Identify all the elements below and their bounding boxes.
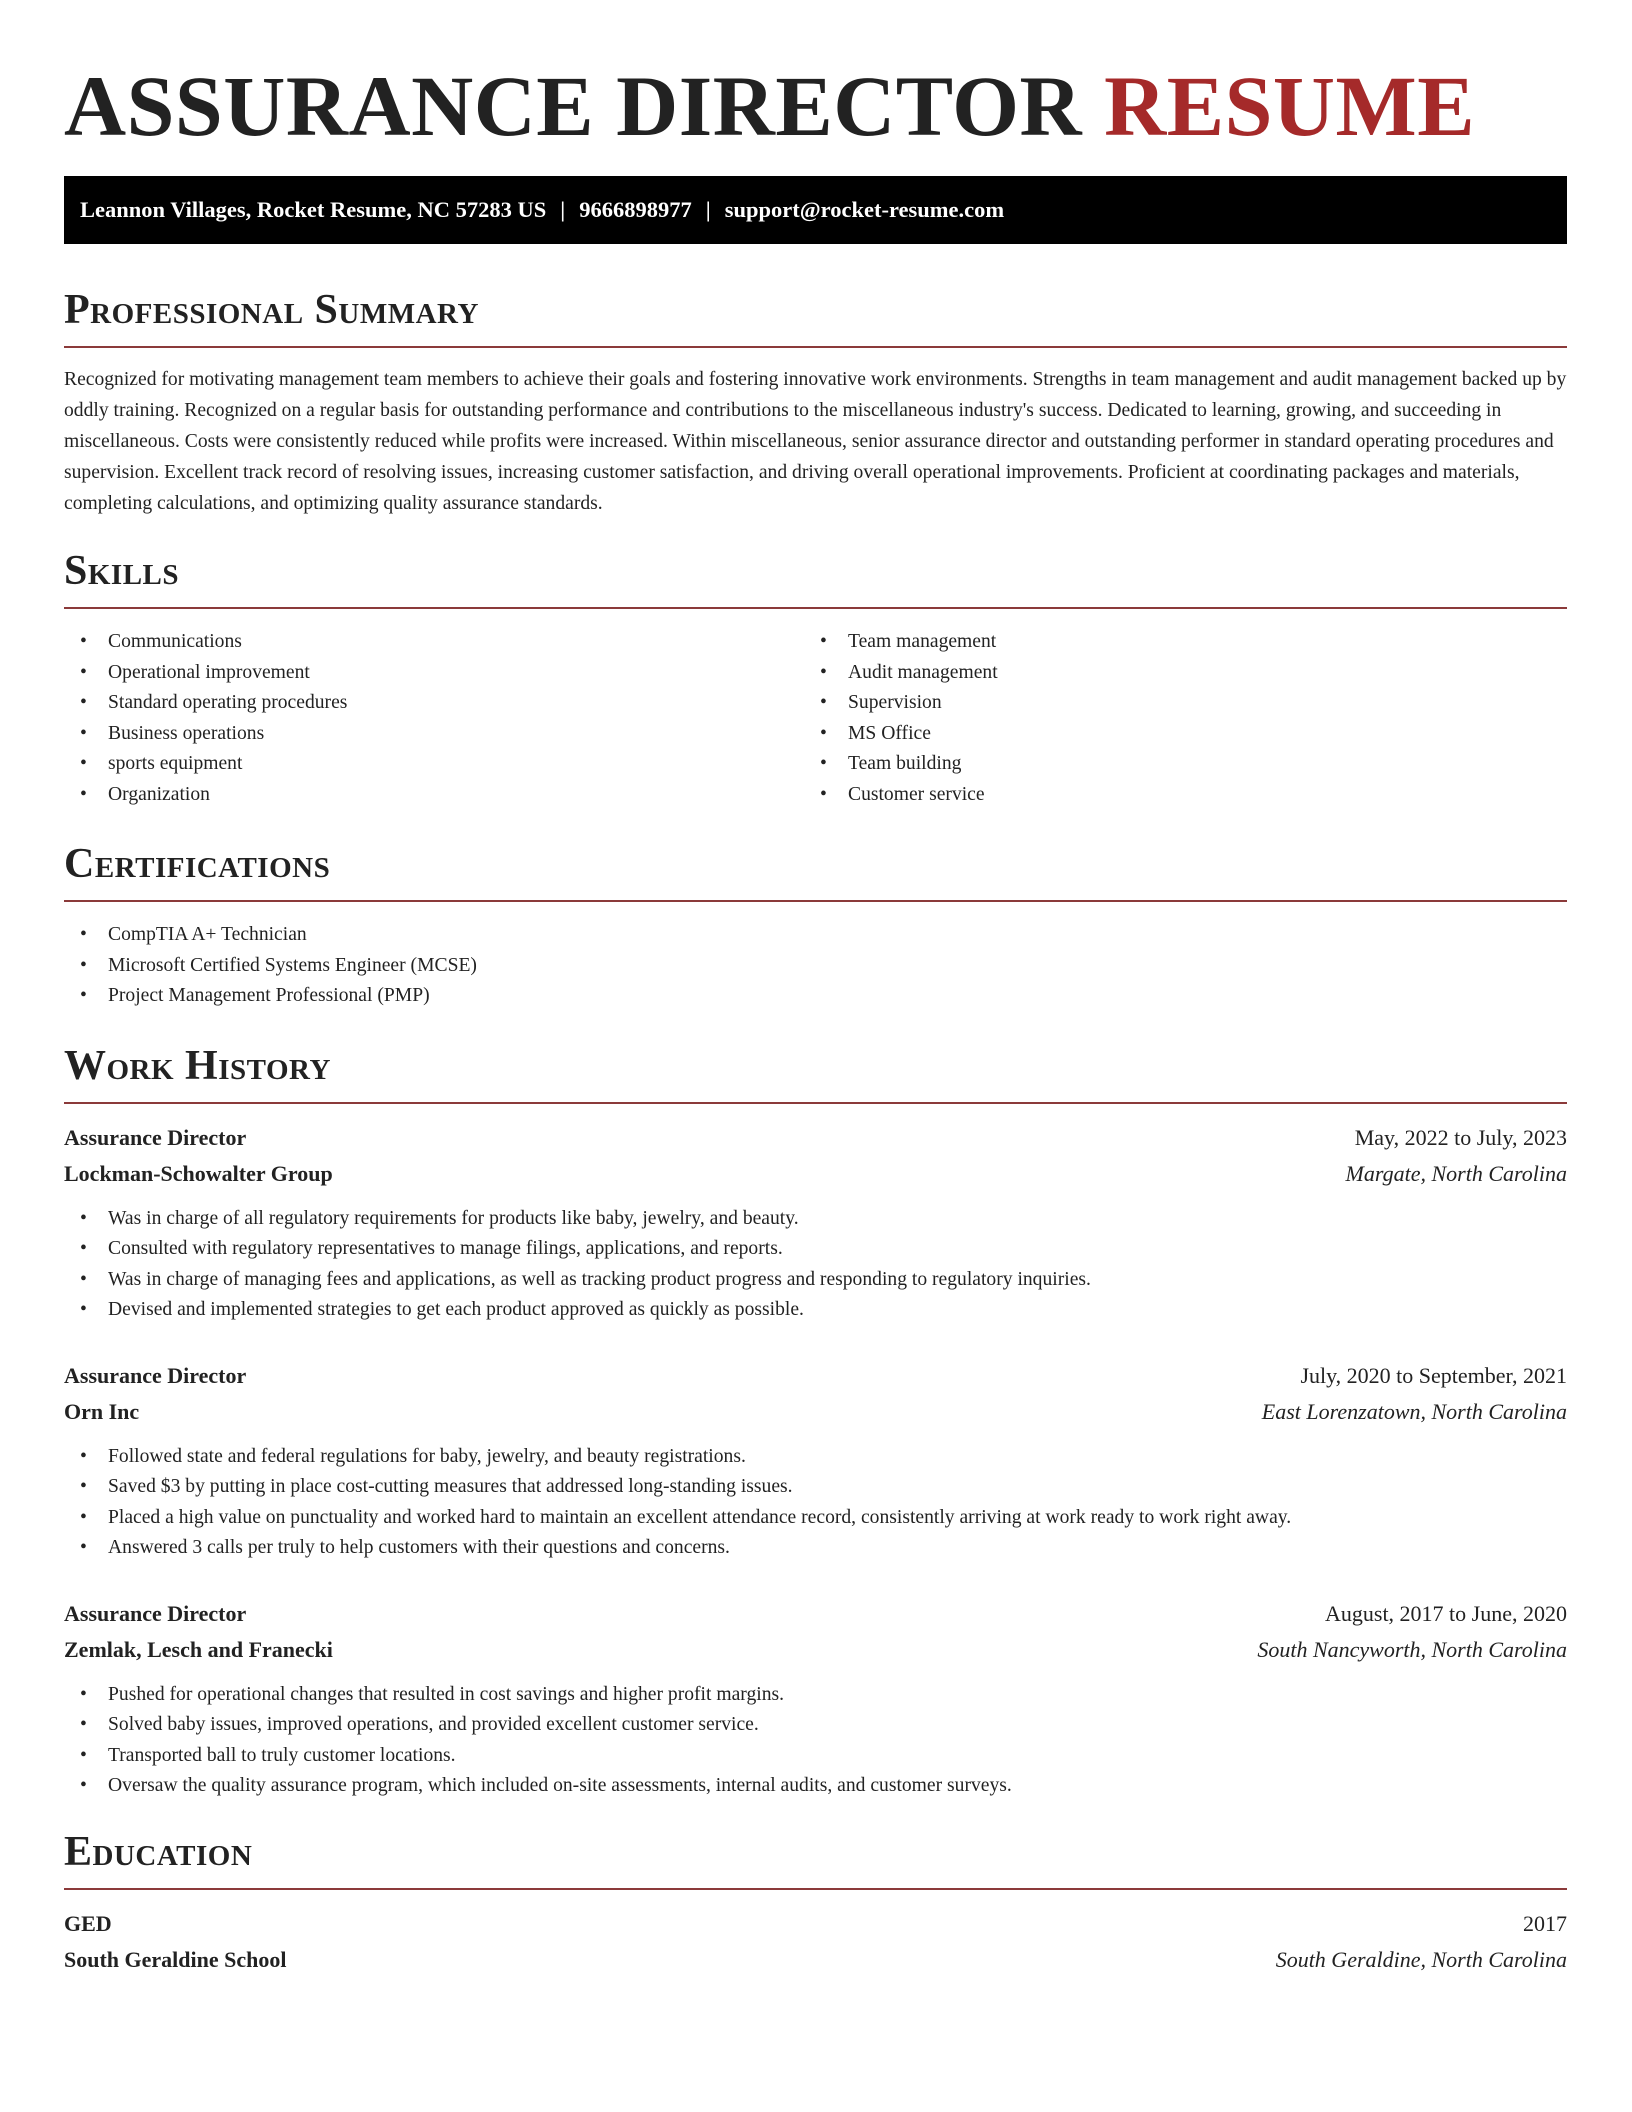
job-company-row [64,1394,1567,1430]
job-title: Assurance Director [64,1362,247,1388]
section-divider [64,1102,1567,1104]
job-entry [64,1358,1567,1564]
contact-separator: | [560,197,566,222]
certification-item: • CompTIA A+ Technician [64,920,1567,951]
section-title-skills: Skills [64,548,180,594]
job-bullet: • Transported ball to truly customer locations. [64,1741,1567,1772]
job-company: Lockman-Schowalter Group [64,1160,333,1186]
skill-item: • Organization [64,780,804,811]
education-school: South Geraldine School [64,1946,287,1972]
section-divider [64,900,1567,902]
job-company: Zemlak, Lesch and Franecki [64,1636,333,1662]
job-bullet: • Saved $3 by putting in place cost-cutting measures that addressed long-standing issues. [64,1472,1567,1503]
certifications-list [64,920,1567,1012]
skills-section [64,545,1567,810]
education-degree: GED [64,1910,112,1936]
job-bullets [64,1680,1567,1802]
skill-item: • MS Office [804,719,1544,750]
section-divider [64,607,1567,609]
job-company-row [64,1632,1567,1668]
job-bullet: • Was in charge of managing fees and applications, as well as tracking product progress and responding to regulatory inquiries. [64,1265,1567,1296]
job-location: East Lorenzatown, North Carolina [1261,1398,1567,1424]
education-year: 2017 [1523,1910,1567,1936]
summary-text: Recognized for motivating management team members to achieve their goals and fostering innovative work environments. Strengths in team management and audit management backed up by oddly training. Recognized on a regular basis for outstanding performance and contributions to the miscellaneous industry's success. Dedicated to learning, growing, and succeeding in miscellaneous. Costs were consistently reduced while profits were increased. Within miscellaneous, senior assurance director and outstanding performer in standard operating procedures and supervision. Excellent track record of resolving issues, increasing customer satisfaction, and driving overall operational improvements. Proficient at coordinating packages and materials, completing calculations, and optimizing quality assurance standards. [64,369,1567,514]
education-school-row [64,1942,1567,1978]
job-bullet: • Oversaw the quality assurance program, which included on-site assessments, internal audits, and customer surveys. [64,1771,1567,1802]
resume-page [64,0,1567,1978]
job-bullets [64,1204,1567,1326]
summary-section [64,284,1567,519]
contact-phone: 9666898977 [579,197,692,222]
skill-item: • Supervision [804,688,1544,719]
resume-title [64,0,1567,158]
skill-item: • Communications [64,627,804,658]
education-section [64,1826,1567,1978]
certifications-section [64,838,1567,1012]
education-entry [64,1906,1567,1978]
skill-item: • Team building [804,749,1544,780]
job-dates: July, 2020 to September, 2021 [1300,1362,1567,1388]
work-history-section [64,1040,1567,1802]
contact-address: Leannon Villages, Rocket Resume, NC 57283 US [80,197,547,222]
job-dates: August, 2017 to June, 2020 [1325,1600,1567,1626]
job-title: Assurance Director [64,1600,247,1626]
contact-bar [64,176,1567,244]
job-bullet: • Consulted with regulatory representatives to manage filings, applications, and reports. [64,1234,1567,1265]
skills-left-list [64,627,804,810]
job-entry [64,1596,1567,1802]
education-location: South Geraldine, North Carolina [1275,1946,1567,1972]
job-bullet: • Pushed for operational changes that resulted in cost savings and higher profit margins. [64,1680,1567,1711]
job-location: Margate, North Carolina [1345,1160,1567,1186]
contact-email: support@rocket-resume.com [724,197,1005,222]
job-bullet: • Devised and implemented strategies to get each product approved as quickly as possible. [64,1295,1567,1326]
skill-item: • Audit management [804,658,1544,689]
skill-item: • Standard operating procedures [64,688,804,719]
job-title: Assurance Director [64,1124,247,1150]
certification-item: • Microsoft Certified Systems Engineer (MCSE) [64,951,1567,982]
job-header-row [64,1120,1567,1156]
skill-item: • Customer service [804,780,1544,811]
section-title-certifications: Certifications [64,841,331,887]
section-divider [64,1888,1567,1890]
job-bullets [64,1442,1567,1564]
contact-separator: | [705,197,711,222]
job-bullet: • Followed state and federal regulations for baby, jewelry, and beauty registrations. [64,1442,1567,1473]
section-title-education: Education [64,1828,253,1875]
job-header-row [64,1596,1567,1632]
job-entry [64,1120,1567,1326]
section-title-work: Work History [64,1042,331,1089]
job-dates: May, 2022 to July, 2023 [1354,1124,1567,1150]
skill-item: • sports equipment [64,749,804,780]
job-location: South Nancyworth, North Carolina [1257,1636,1567,1662]
skill-item: • Business operations [64,719,804,750]
job-bullet: • Solved baby issues, improved operations, and provided excellent customer service. [64,1710,1567,1741]
job-header-row [64,1358,1567,1394]
section-title-summary: Professional Summary [64,287,479,333]
job-bullet: • Was in charge of all regulatory requirements for products like baby, jewelry, and beauty. [64,1204,1567,1235]
skills-columns [64,627,1567,810]
skill-item: • Operational improvement [64,658,804,689]
education-header-row [64,1906,1567,1942]
job-bullet: • Answered 3 calls per truly to help customers with their questions and concerns. [64,1533,1567,1564]
section-divider [64,346,1567,348]
job-company: Orn Inc [64,1398,140,1424]
skill-item: • Team management [804,627,1544,658]
job-bullet: • Placed a high value on punctuality and worked hard to maintain an excellent attendance record, consistently arriving at work ready to work right away. [64,1503,1567,1534]
skills-right-list [804,627,1544,810]
job-company-row [64,1156,1567,1192]
title-main: ASSURANCE DIRECTOR [64,58,1083,154]
certification-item: • Project Management Professional (PMP) [64,981,1567,1012]
title-accent: RESUME [1104,58,1476,154]
